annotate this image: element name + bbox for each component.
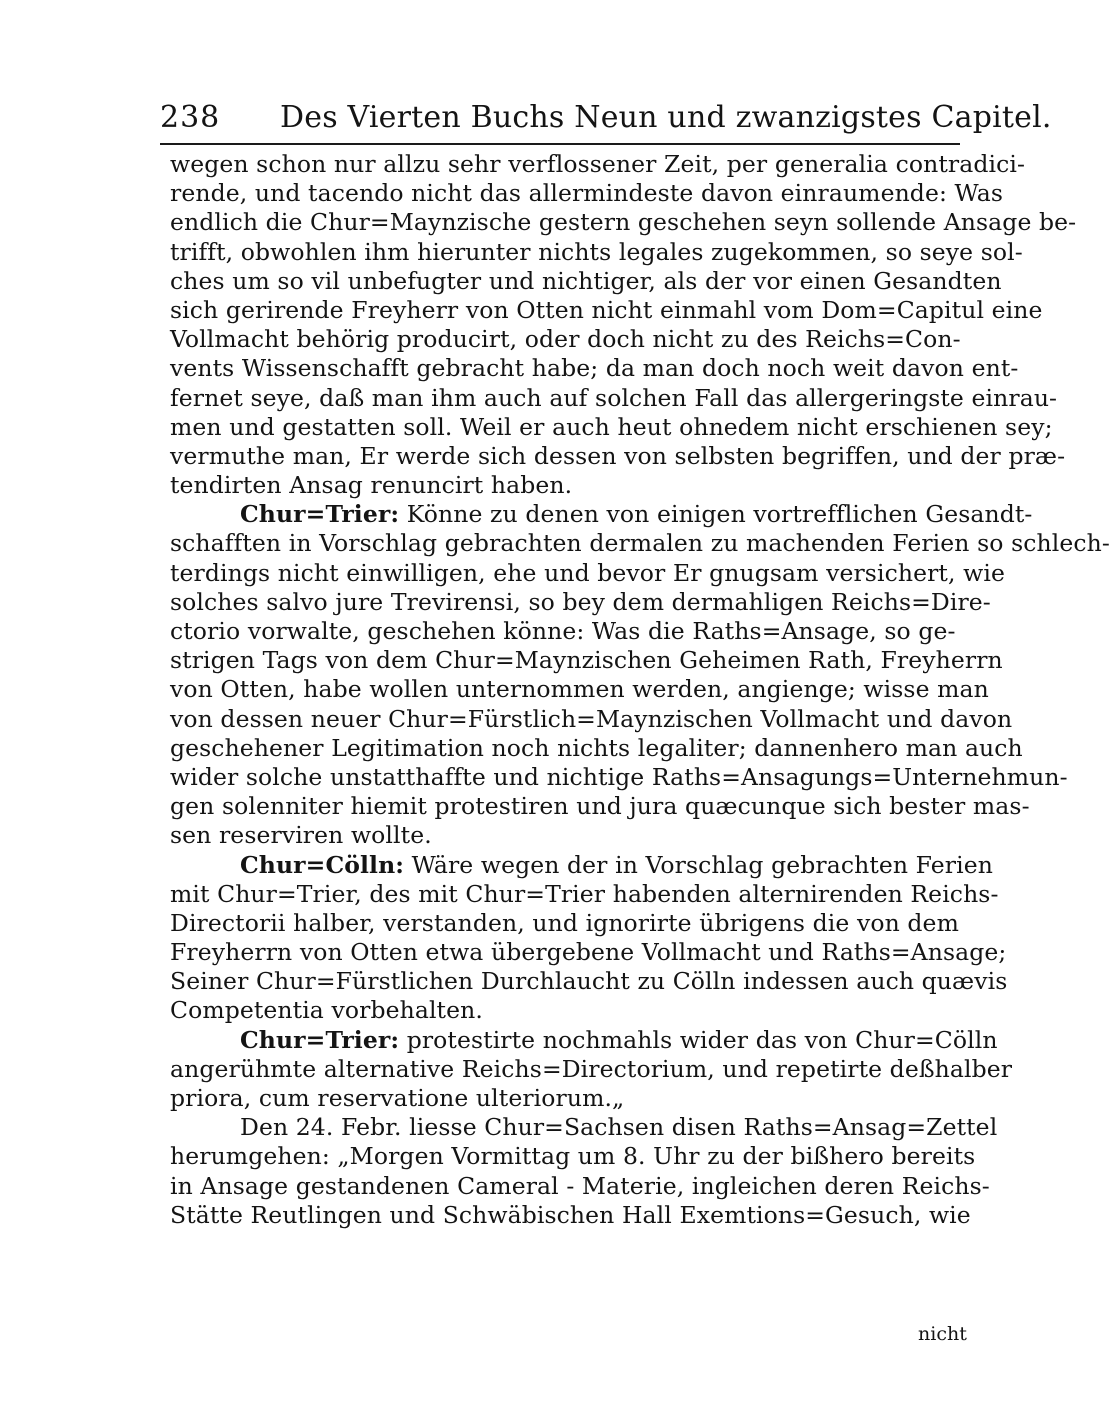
body-text [170, 150, 1110, 1230]
page-number: 238 [160, 100, 221, 135]
text-line [170, 1025, 998, 1055]
text-line [170, 675, 989, 704]
catchword: nicht [918, 1323, 967, 1345]
text-line [170, 1113, 998, 1142]
line-text: vermuthe man, Er werde sich dessen von selbsten begriffen, und der præ- [170, 441, 1066, 470]
line-text: Wäre wegen der in Vorschlag gebrachten Ferien [404, 850, 994, 879]
text-line [170, 208, 1077, 237]
line-text: Stätte Reutlingen und Schwäbischen Hall Exemtions=Gesuch, wie [170, 1200, 971, 1229]
text-line [170, 617, 960, 646]
text-line [170, 237, 1023, 267]
line-text: fernet seye, daß man ihm auch auf solchen Fall das allergeringste einrau- [170, 383, 1058, 412]
line-text: men und gestatten soll. Weil er auch heut ohnedem nicht erschienen sey; [170, 412, 1053, 441]
text-line [170, 500, 1033, 529]
line-text: rende, und tacendo nicht das allermindeste davon einraumende: Was [170, 179, 1004, 208]
line-text: Directorii halber, verstanden, und ignorirte übrigens die von dem [170, 908, 959, 937]
text-line [170, 646, 1003, 675]
text-line [170, 383, 1058, 413]
line-text: schafften in Vorschlag gebrachten dermalen zu machenden Ferien so schlech- [170, 529, 1110, 558]
line-text: Könne zu denen von einigen vortrefflichen Gesandt- [399, 500, 1033, 529]
line-text: Competentia vorbehalten. [170, 996, 483, 1025]
text-line [170, 441, 1066, 471]
line-text: angerühmte alternative Reichs=Directorium, und repetirte deßhalber [170, 1054, 1013, 1083]
line-text: gen solenniter hiemit protestiren und jura quæcunque sich bester mas- [170, 792, 1030, 821]
text-line [170, 179, 1004, 208]
line-text: in Ansage gestandenen Cameral - Materie, ingleichen deren Reichs- [170, 1171, 990, 1200]
text-line [170, 938, 1007, 967]
text-line [170, 762, 1068, 792]
line-text: priora, cum reservatione ulteriorum.„ [170, 1084, 625, 1112]
text-line [170, 704, 1013, 734]
text-line [170, 1084, 960, 1113]
line-text: Seiner Chur=Fürstlichen Durchlaucht zu Cölln indessen auch quævis [170, 967, 1008, 996]
text-line [170, 266, 1002, 296]
text-line [170, 150, 1025, 179]
line-text: sich gerirende Freyherr von Otten nicht einmahl vom Dom=Capitul eine [170, 295, 1043, 324]
text-line [170, 821, 960, 850]
speaker-label: Chur=Trier: [240, 500, 400, 529]
text-line [170, 879, 999, 909]
text-line [170, 412, 1053, 442]
text-line [170, 909, 960, 938]
text-line [170, 1200, 971, 1230]
speaker-label: Chur=Cölln: [240, 850, 405, 879]
line-text: herumgehen: „Morgen Vormittag um 8. Uhr zu der bißhero bereits [170, 1142, 976, 1171]
text-line [170, 587, 991, 617]
page-header [160, 98, 1052, 142]
line-text: von Otten, habe wollen unternommen werden, angienge; wisse man [170, 675, 989, 704]
line-text: Freyherrn von Otten etwa übergebene Vollmacht und Raths=Ansage; [170, 938, 1007, 967]
line-text: von dessen neuer Chur=Fürstlich=Maynzischen Vollmacht und davon [170, 704, 1013, 733]
line-text: ctorio vorwalte, geschehen könne: Was die Raths=Ansage, so ge- [170, 617, 956, 645]
line-text: geschehener Legitimation noch nichts legaliter; dannenhero man auch [170, 733, 1023, 762]
text-line [170, 1142, 976, 1171]
text-line [170, 471, 960, 500]
line-text: vents Wissenschafft gebracht habe; da man doch noch weit davon ent- [170, 354, 1019, 383]
text-line [170, 354, 1019, 383]
line-text: solches salvo jure Trevirensi, so bey dem dermahligen Reichs=Dire- [170, 587, 991, 616]
text-line [170, 996, 960, 1025]
text-line [170, 850, 994, 880]
header-rule [160, 143, 960, 145]
text-line [170, 325, 960, 354]
line-text: wegen schon nur allzu sehr verflossener Zeit, per generalia contradici- [170, 150, 1025, 178]
text-line [170, 295, 1043, 325]
line-text: protestirte nochmahls wider das von Chur=Cölln [399, 1025, 998, 1054]
text-line [170, 792, 1030, 821]
line-text: sen reserviren wollte. [170, 821, 432, 850]
text-line [170, 733, 1023, 763]
text-line [170, 1054, 1013, 1084]
line-text: wider solche unstatthaffte und nichtige Raths=Ansagungs=Unternehmun- [170, 762, 1068, 791]
speaker-label: Chur=Trier: [240, 1025, 400, 1054]
line-text: Den 24. Febr. liesse Chur=Sachsen disen Raths=Ansag=Zettel [240, 1113, 998, 1142]
line-text: mit Chur=Trier, des mit Chur=Trier habenden alternirenden Reichs- [170, 879, 999, 908]
line-text: tendirten Ansag renuncirt haben. [170, 471, 573, 500]
line-text: trifft, obwohlen ihm hierunter nichts legales zugekommen, so seye sol- [170, 237, 1023, 266]
line-text: Vollmacht behörig producirt, oder doch nicht zu des Reichs=Con- [170, 325, 961, 354]
line-text: terdings nicht einwilligen, ehe und bevor Er gnugsam versichert, wie [170, 558, 1005, 587]
text-line [170, 529, 1110, 558]
text-line [170, 1171, 990, 1201]
line-text: ches um so vil unbefugter und nichtiger, als der vor einen Gesandten [170, 266, 1002, 295]
text-line [170, 558, 1005, 588]
line-text: endlich die Chur=Maynzische gestern geschehen seyn sollende Ansage be- [170, 208, 1077, 237]
text-line [170, 967, 1008, 996]
running-head: Des Vierten Buchs Neun und zwanzigstes Capitel. [280, 100, 1052, 135]
line-text: strigen Tags von dem Chur=Maynzischen Geheimen Rath, Freyherrn [170, 646, 1003, 675]
